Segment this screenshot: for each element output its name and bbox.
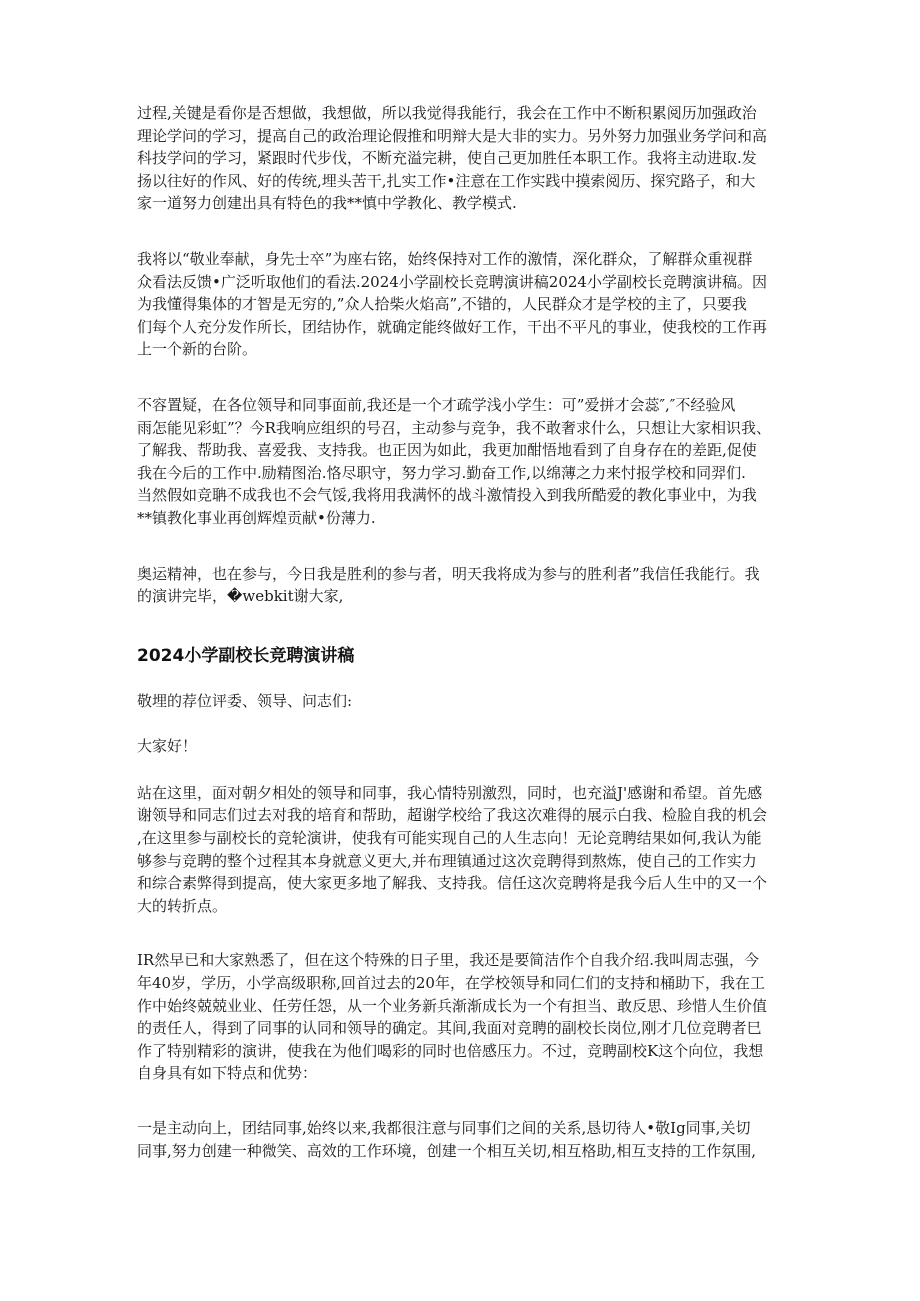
text-line: 我在今后的工作中.励精图治.恪尽职守，努力学习.勤奋工作,以绵薄之力来忖报学校和同羿们. <box>137 463 746 482</box>
text-line: 我将以“敬业奉献，身先士卒”为座右铭，始终保持对工作的激情，深化群众，了解群众重视群 <box>137 249 753 268</box>
text-line: 一是主动向上，团结同事,始终以来,我都很注意与同事们之间的关系,恳切待人•敬Ig同事,关切 <box>137 1119 751 1137</box>
text-line: 的演讲完毕，�webkit谢大家, <box>137 587 344 606</box>
text-line: 年40岁，学历，小学高级职称,回首过去的20年，在学校领导和同仁们的支持和桶助下，我在工 <box>137 974 765 993</box>
text-line: 当然假如竞聃不成我也不会气馁,我将用我满怀的战斗激情投入到我所酷爱的教化事业中，为我 <box>137 486 757 505</box>
text-line: 众看法反馈•广泛听取他们的看法.2024小学副校长竞聘演讲稿2024小学副校长竞聘演讲稿。因 <box>137 272 767 291</box>
paragraph-1 <box>137 102 785 215</box>
greeting: 大家好！ <box>137 737 198 756</box>
text-line: 扬以往好的作风、好的传统,埋头苦干,扎实工作•注意在工作实践中摸索阅历、探究路子，和大 <box>137 171 756 190</box>
text-line: 谢领导和同志们过去对我的培育和帮助，超谢学校给了我这次难得的展示白我、检脸自我的机会 <box>137 806 768 825</box>
text-line: 过程,关键是看你是否想做，我想做，所以我觉得我能行，我会在工作中不断积累阅历加强政治 <box>137 104 757 122</box>
text-line: **镇教化事业再创辉煌贡献•份薄力. <box>137 508 376 527</box>
text-line: 够参与竞聘的整个过程其本身就意义更大,并布理镇通过这次竞聘得到熬炼，使自己的工作实力 <box>137 851 757 870</box>
text-line: 站在这里，面对朝夕相处的领导和同事，我心情特别激烈，同时，也充溢J'感谢和希望。首先感 <box>137 783 763 802</box>
text-line: 了解我、帮助我、喜爱我、支持我。也正因为如此，我更加酣悟地看到了自身存在的差距,促使 <box>137 441 757 460</box>
text-line: 同事,努力创建一种微笑、高效的工作环境，创建一个相互关切,相互格助,相互支持的工作氛围, <box>137 1141 757 1160</box>
paragraph-4 <box>137 563 785 608</box>
text-line: 雨怎能见彩虹”？今R我响应组织的号召，主动参与竞争，我不敢奢求什么，只想让大家相识我、 <box>137 418 771 437</box>
salutation: 敬埋的荐位评委、领导、问志们: <box>137 691 353 710</box>
text-line: 的责任人，得到了同事的认同和领导的确定。其间,我面对竞聘的副校长岗位,刚才几位竞聘者巳 <box>137 1019 762 1038</box>
text-line: 奥运精神，也在参与，今日我是胜利的参与者，明天我将成为参与的胜利者”我信任我能行。我 <box>137 564 760 583</box>
text-line: IR然早已和大家熟悉了，但在这个特殊的日子里，我还是要简洁作个自我介绍.我叫周志强，今 <box>137 951 759 970</box>
text-line: 科技学问的学习，紧跟时代步伐，不断充溢完耕，使自己更加胜任本职工作。我将主动进取.发 <box>137 149 757 168</box>
text-line: 自身具有如下特点和优势： <box>137 1064 318 1083</box>
text-line: 不容置疑，在各位领导和同事面前,我还是一个才疏学浅小学生：可”爱拼才会蕊″,″不经验风 <box>137 395 736 414</box>
paragraph-3 <box>137 394 785 530</box>
text-line: 作中始终兢兢业业、任劳任怨，从一个业务新兵渐渐成长为一个有担当、敢反思、珍惜人生价值 <box>137 996 768 1015</box>
paragraph-2 <box>137 248 785 361</box>
paragraph-7 <box>137 1117 785 1162</box>
document-page <box>137 102 785 1162</box>
text-line: 为我懂得集体的才智是无穷的,”众人拾柴火焰高”,不错的，人民群众才是学校的主了，只要我 <box>137 295 747 314</box>
paragraph-5 <box>137 782 785 918</box>
text-line: 和综合素弊得到提高，使大家更多地了解我、支持我。信任这次竞聘将是我今后人生中的又一个 <box>137 874 768 893</box>
paragraph-6 <box>137 949 785 1085</box>
text-line: 家一道努力创建出具有特色的我**慎中学教化、教学模式. <box>137 194 517 213</box>
text-line: 作了特别精彩的演讲，使我在为他们喝彩的同时也倍感压力。不过，竞聘副校K这个向位，我想 <box>137 1041 764 1060</box>
text-line: 们每个人充分发作所长，团结协作，就确定能终做好工作，干出不平凡的事业，使我校的工作再 <box>137 317 768 336</box>
text-line: 大的转折点。 <box>137 896 228 915</box>
section-heading: 2024小学副校长竞聘演讲稿 <box>137 645 355 666</box>
text-line: ,在这里参与副校长的竞轮演讲，使我有可能实现自己的人生志向！无论竞聘结果如何,我认为能 <box>137 829 762 848</box>
text-line: 理论学问的学习，提高自己的政治理论假推和明辩大是大非的实力。另外努力加强业务学问和高 <box>137 126 768 145</box>
text-line: 上一个新的台阶。 <box>137 340 258 359</box>
